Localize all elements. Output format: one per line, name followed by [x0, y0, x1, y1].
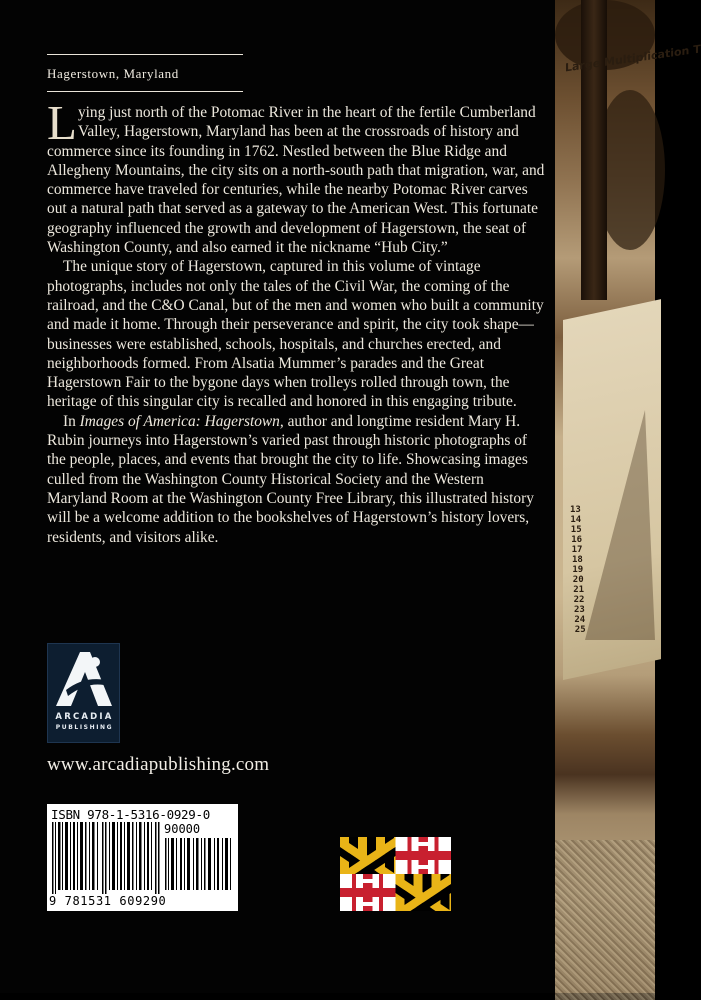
- publisher-name-line-2: PUBLISHING: [55, 724, 114, 731]
- poster-row-number: 13: [570, 505, 581, 515]
- maryland-flag: [340, 837, 451, 911]
- price-code: 90000: [164, 822, 201, 836]
- header-rule: [47, 91, 243, 92]
- ean-bars: [51, 822, 161, 894]
- top-rule: [47, 54, 243, 55]
- sepia-photograph: [555, 0, 701, 993]
- poster-table-shading: [585, 410, 655, 640]
- arcadia-a-mark: [54, 650, 114, 708]
- cover-header: Hagerstown, Maryland: [47, 66, 179, 81]
- price-bars: [164, 838, 234, 890]
- poster-row-number: 15: [570, 525, 582, 535]
- blurb-paragraph-1: [47, 95, 545, 257]
- blurb-paragraph-1-text: ying just north of the Potomac River in the heart of the fertile Cumberland Valley, Hagerstown, Maryland has been at the crossroads of history and commerce since its founding in 1762. Nestled between the Blue Ridge and Allegheny Mountains, the city sits on a north-south path that migration, war, and commerce have traveled for centuries, while the nearby Potomac River carves out a natural path that served as a gateway to the American West. This fortunate geography influenced the growth and development of Hagerstown, the seat of Washington County, and also earned it the nickname “Hub City.”: [47, 104, 545, 257]
- book-title-italic: Images of America: Hagerstown,: [79, 412, 284, 430]
- blurb-paragraph-3: [47, 412, 545, 547]
- blurb-paragraph-2: The unique story of Hagerstown, captured in this volume of vintage photographs, includes not only the tales of the Civil War, the coming of the railroad, and the C&O Canal, but of the men and women who built a community and made it home. Through their perseverance and spirit, the city took shape—businesses were established, schools, hospitals, and churches erected, and neighborhoods formed. From Alsatia Mummer’s parades and the Great Hagerstown Fair to the bygone days when trolleys rolled through town, the heritage of this singular city is recalled and honored in this engaging tribute.: [47, 258, 544, 411]
- poster-row-number: 18: [572, 555, 583, 565]
- publisher-name-line-1: ARCADIA: [55, 712, 114, 722]
- drop-cap: L: [47, 95, 77, 150]
- poster-row-number: 22: [573, 595, 585, 605]
- publisher-url: www.arcadiapublishing.com: [47, 754, 270, 775]
- poster-row-number: 23: [574, 605, 585, 615]
- poster-row-number: 24: [574, 615, 586, 625]
- blurb-paragraph-3-text: author and longtime resident Mary H. Rubin journeys into Hagerstown’s varied past through historic photographs of the people, places, and events that brought the city to life. Showcasing images culled from the Washington County Historical Society and the Western Maryland Room at the Washington County Free Library, this illustrated history will be a welcome addition to the bookshelves of Hagerstown’s history lovers, residents, and visitors alike.: [47, 412, 534, 546]
- poster-row-number: 14: [570, 515, 582, 525]
- gravel-ground: [555, 840, 655, 1000]
- ean-digits: 9 781531 609290: [49, 894, 167, 908]
- arcadia-logo-icon: [47, 643, 120, 743]
- tree-trunk: [581, 0, 607, 300]
- barcode-icon: [47, 804, 238, 911]
- maryland-flag-icon: [340, 837, 451, 911]
- poster-row-number: 17: [571, 545, 583, 555]
- blurb: [47, 95, 545, 547]
- poster-row-number: 16: [571, 535, 583, 545]
- poster-row-number: 20: [572, 575, 584, 585]
- isbn-number: ISBN 978-1-5316-0929-0: [51, 807, 210, 822]
- poster-row-number: 25: [574, 625, 586, 635]
- poster-row-number: 19: [572, 565, 584, 575]
- poster-title: Large Multiplication T: [565, 42, 701, 75]
- poster-row-number: 21: [573, 585, 585, 595]
- blurb-paragraph-3-lead: In: [63, 412, 80, 430]
- poster-row-numbers: [570, 505, 586, 635]
